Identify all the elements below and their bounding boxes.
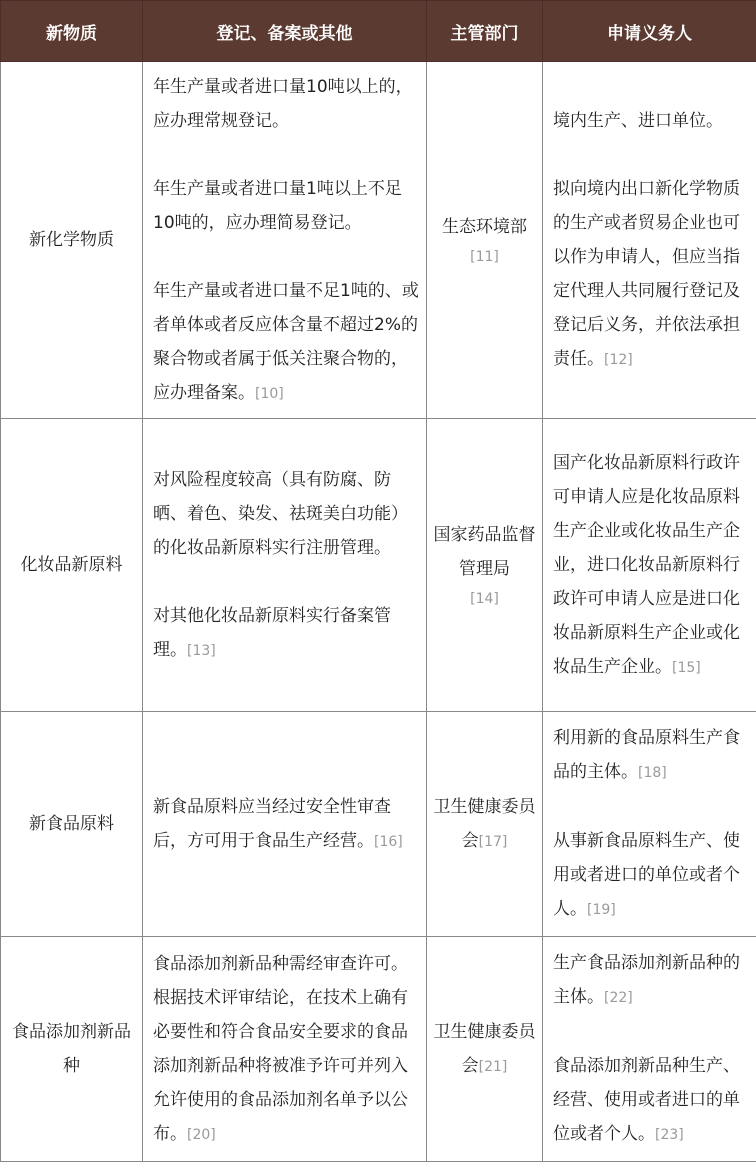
applicant-paragraph: 境内生产、进口单位。 (553, 110, 723, 131)
applicant-paragraph: 国产化妆品新原料行政许可申请人应是化妆品原料生产企业或化妆品生产企业，进口化妆品新原料行政许可申请人应是进口化妆品新原料生产企业或化妆品生产企业。[15] (553, 452, 740, 677)
table-row (1, 937, 756, 1162)
department-name: 生态环境部 (442, 217, 527, 237)
department-name: 卫生健康委员会 (433, 796, 536, 851)
applicant-paragraph: 生产食品添加剂新品种的主体。[22] (553, 953, 740, 1007)
substance-name: 新食品原料 (1, 712, 143, 937)
footnote-ref[interactable]: [12] (604, 351, 633, 368)
table-row (1, 712, 756, 937)
registration-cell (143, 937, 427, 1162)
header-department: 主管部门 (427, 1, 543, 62)
applicant-cell (543, 62, 756, 419)
applicant-paragraph: 拟向境内出口新化学物质的生产或者贸易企业也可以作为申请人，但应当指定代理人共同履行登记及登记后义务，并依法承担责任。[12] (553, 178, 740, 369)
footnote-ref[interactable]: [19] (587, 902, 616, 918)
substance-name: 化妆品新原料 (1, 419, 143, 712)
footnote-ref[interactable]: [20] (187, 1126, 216, 1143)
department-cell (427, 937, 543, 1162)
registration-cell (143, 62, 427, 419)
footnote-ref[interactable]: [11] (470, 249, 499, 265)
registration-paragraph: 食品添加剂新品种需经审查许可。根据技术评审结论，在技术上确有必要性和符合食品安全要求的食品添加剂新品种将被准予许可并列入允许使用的食品添加剂名单予以公布。[20] (153, 953, 408, 1144)
table-row (1, 419, 756, 712)
table-header (1, 1, 756, 62)
footnote-ref[interactable]: [10] (255, 385, 284, 402)
registration-paragraph: 对风险程度较高（具有防腐、防晒、着色、染发、祛斑美白功能）的化妆品新原料实行注册管理。 (153, 469, 408, 558)
footnote-ref[interactable]: [23] (655, 1127, 684, 1143)
header-registration: 登记、备案或其他 (143, 1, 427, 62)
header-substance: 新物质 (1, 1, 143, 62)
applicant-paragraph: 从事新食品原料生产、使用或者进口的单位或者个人。[19] (553, 831, 740, 919)
department-cell (427, 62, 543, 419)
department-cell (427, 419, 543, 712)
substance-name: 食品添加剂新品种 (1, 937, 143, 1162)
table-row (1, 62, 756, 419)
department-name: 国家药品监督管理局 (433, 525, 536, 579)
footnote-ref[interactable]: [16] (374, 833, 403, 850)
footnote-ref[interactable]: [13] (187, 642, 216, 659)
department-name: 卫生健康委员会 (433, 1021, 536, 1076)
registration-paragraph: 新食品原料应当经过安全性审查后，方可用于食品生产经营。[16] (153, 796, 403, 851)
applicant-cell (543, 712, 756, 937)
registration-paragraph: 对其他化妆品新原料实行备案管理。[13] (153, 605, 391, 660)
applicant-paragraph: 利用新的食品原料生产食品的主体。[18] (553, 728, 740, 782)
applicant-paragraph: 食品添加剂新品种生产、经营、使用或者进口的单位或者个人。[23] (553, 1056, 740, 1144)
registration-paragraph: 年生产量或者进口量不足1吨的、或者单体或者反应体含量不超过2%的聚合物或者属于低关注聚合物的，应办理备案。[10] (153, 280, 419, 403)
footnote-ref[interactable]: [15] (672, 659, 701, 676)
applicant-cell (543, 937, 756, 1162)
registration-paragraph: 年生产量或者进口量1吨以上不足10吨的，应办理简易登记。 (153, 178, 402, 233)
applicant-cell (543, 419, 756, 712)
substance-name: 新化学物质 (1, 62, 143, 419)
header-applicant: 申请义务人 (543, 1, 756, 62)
footnote-ref[interactable]: [14] (470, 591, 499, 607)
footnote-ref[interactable]: [17] (478, 833, 508, 850)
department-cell (427, 712, 543, 937)
registration-cell (143, 712, 427, 937)
footnote-ref[interactable]: [18] (638, 765, 667, 781)
registration-cell (143, 419, 427, 712)
footnote-ref[interactable]: [21] (478, 1058, 508, 1075)
registration-paragraph: 年生产量或者进口量10吨以上的，应办理常规登记。 (153, 76, 413, 131)
footnote-ref[interactable]: [22] (604, 990, 633, 1006)
